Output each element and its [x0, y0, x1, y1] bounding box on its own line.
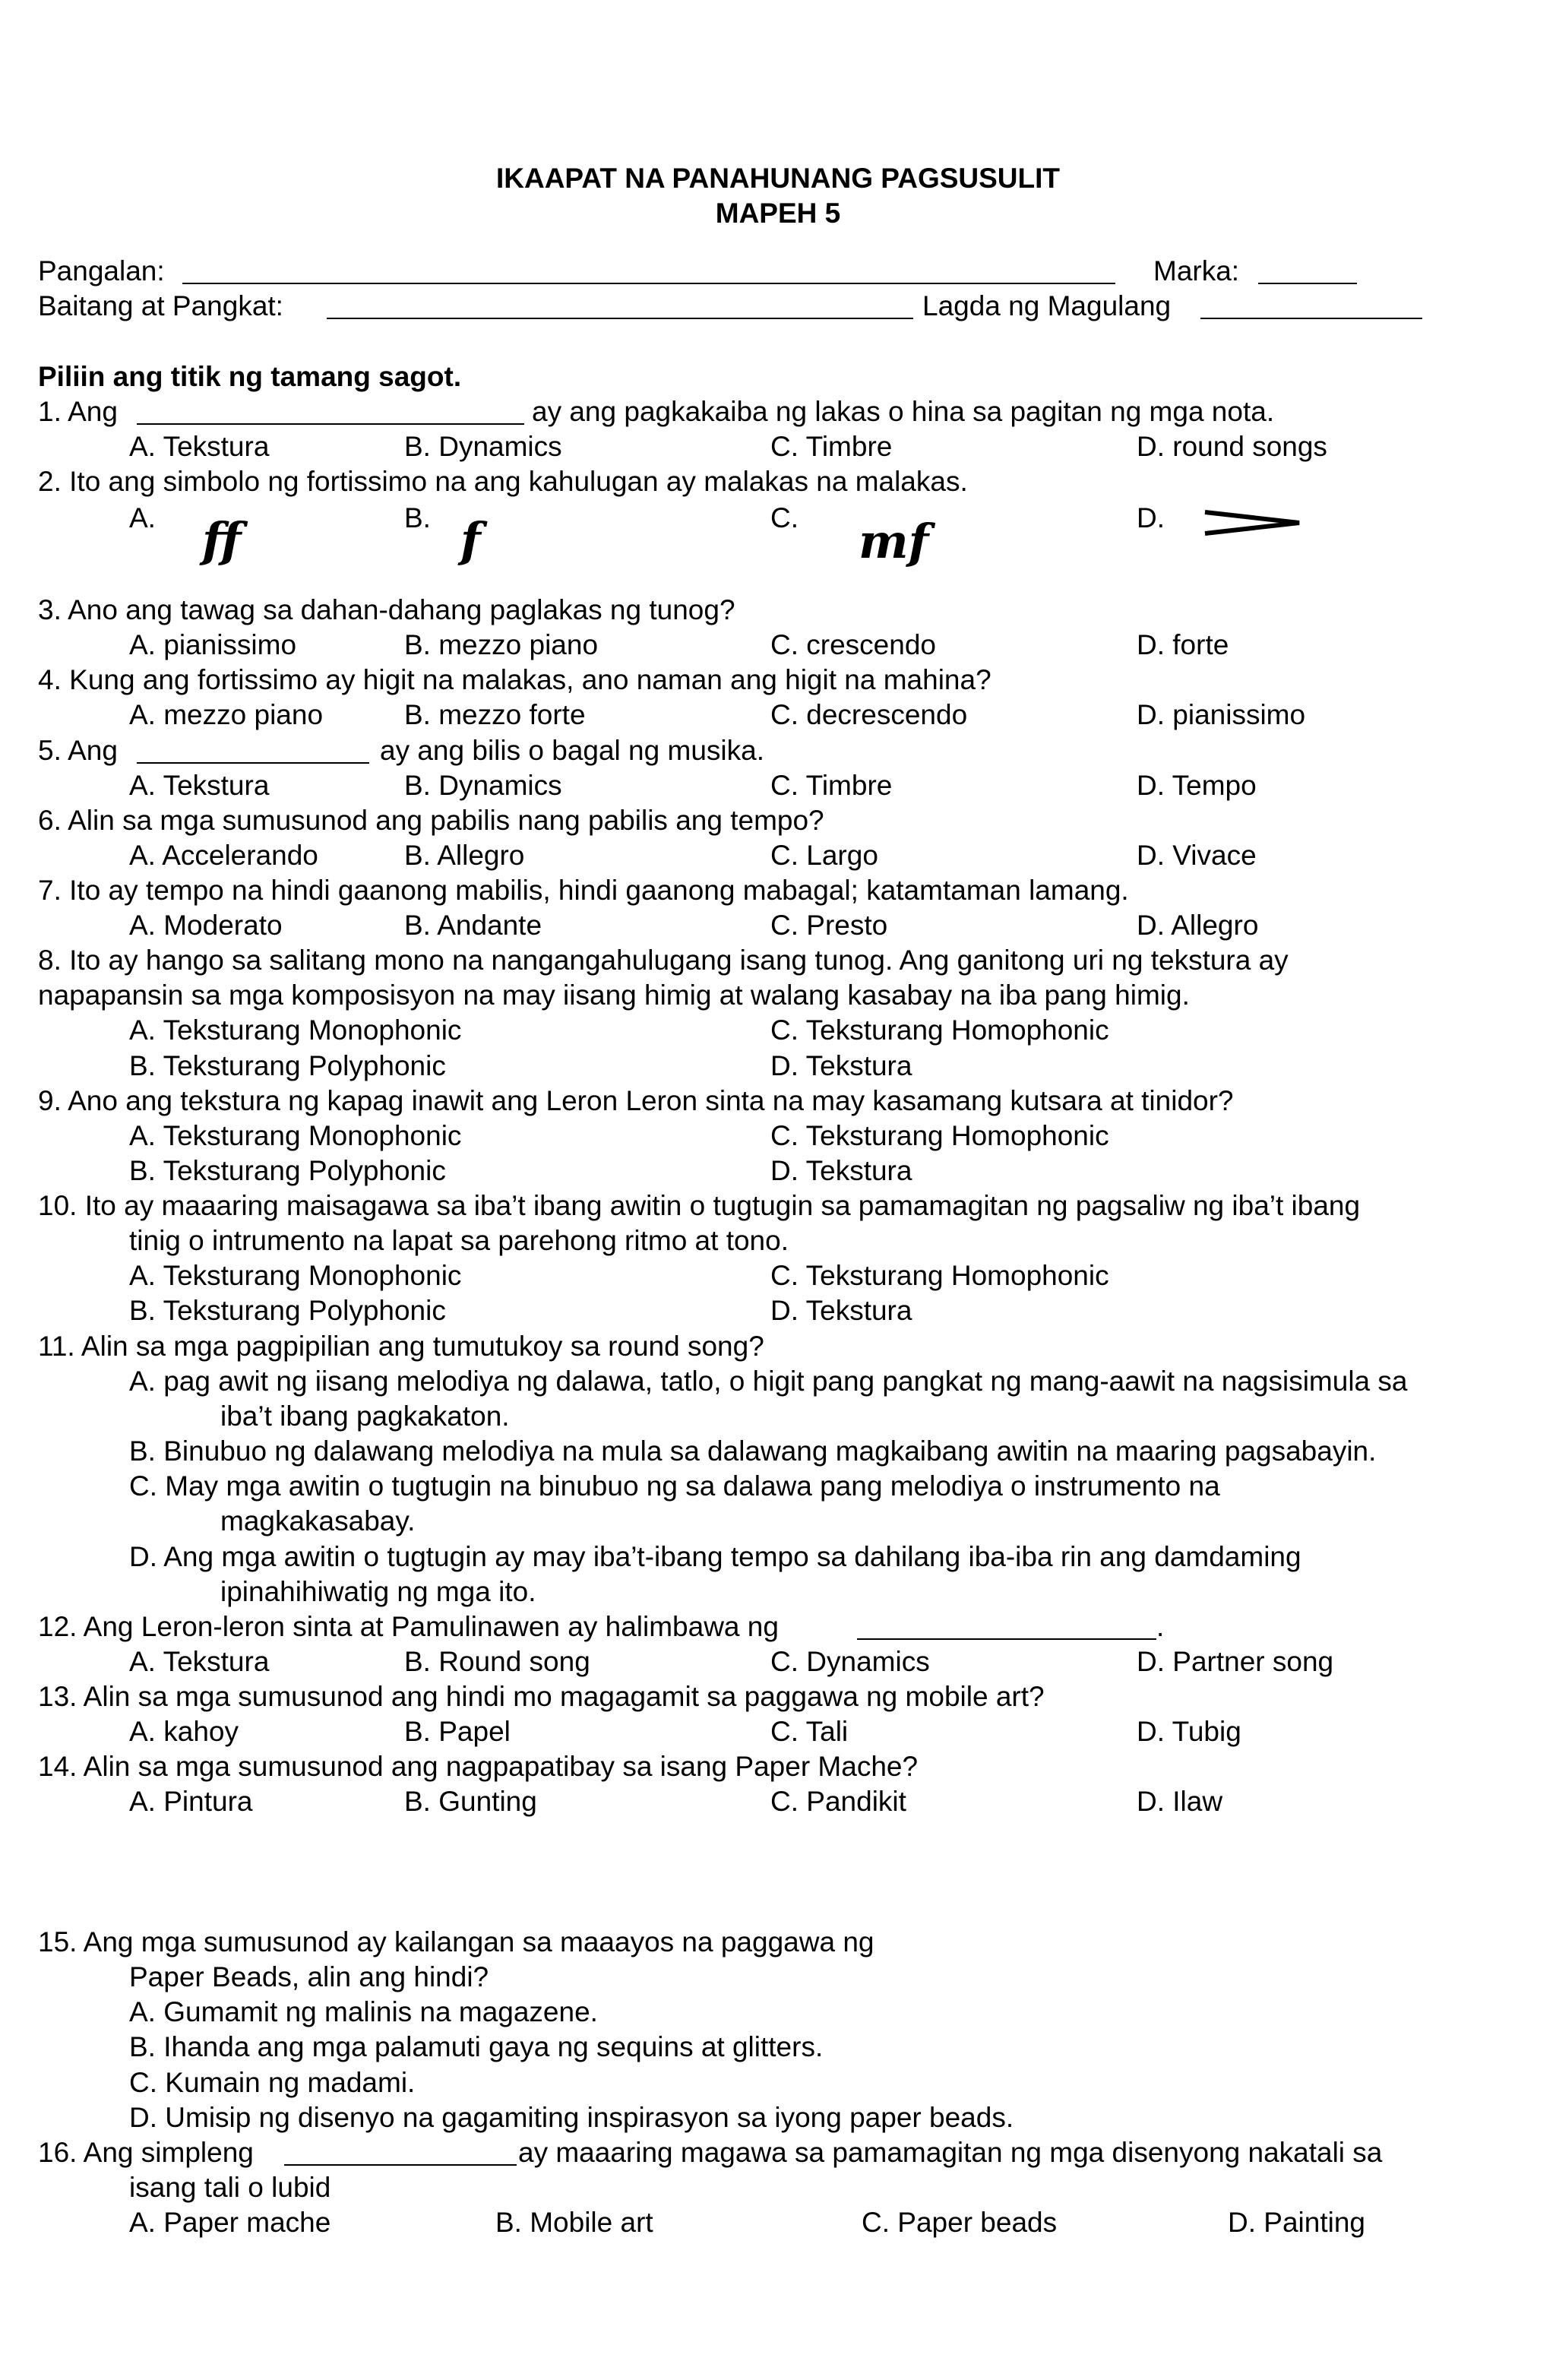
- q10-stem-line1: 10. Ito ay maaaring maisagawa sa iba’t ibang awitin o tugtugin sa pamamagitan ng pagsaliw ng iba’t ibang: [38, 1190, 1361, 1221]
- q16-stem: ay maaaring magawa sa pamamagitan ng mga disenyong nakatali sa: [518, 2137, 1383, 2168]
- q11-stem: 11. Alin sa mga pagpipilian ang tumutukoy sa round song?: [38, 1331, 764, 1362]
- grade-section-blank[interactable]: [327, 318, 913, 319]
- q14-option-b[interactable]: B. Gunting: [404, 1786, 537, 1817]
- q4-option-d[interactable]: D. pianissimo: [1137, 699, 1306, 730]
- q15-stem-line1: 15. Ang mga sumusunod ay kailangan sa maaayos na paggawa ng: [38, 1926, 874, 1957]
- exam-subtitle: MAPEH 5: [715, 198, 841, 229]
- parent-signature-blank[interactable]: [1200, 318, 1422, 319]
- q5-prefix: 5. Ang: [38, 735, 118, 766]
- q11-option-a[interactable]: A. pag awit ng iisang melodiya ng dalawa, tatlo, o higit pang pangkat ng mang-aawit na nagsisimula sa: [129, 1366, 1408, 1397]
- q1-option-b[interactable]: B. Dynamics: [404, 431, 562, 462]
- accent-symbol-icon: [1202, 508, 1302, 538]
- q8-stem-line1: 8. Ito ay hango sa salitang mono na nangangahulugang isang tunog. Ang ganitong uri ng tekstura ay: [38, 945, 1289, 976]
- q2-option-b[interactable]: B.: [404, 502, 431, 533]
- q4-stem: 4. Kung ang fortissimo ay higit na malakas, ano naman ang higit na mahina?: [38, 664, 991, 695]
- q12-option-d[interactable]: D. Partner song: [1137, 1646, 1334, 1677]
- q2-option-d[interactable]: D.: [1137, 502, 1165, 533]
- q14-option-c[interactable]: C. Pandikit: [770, 1786, 906, 1817]
- q15-stem-line2: Paper Beads, alin ang hindi?: [129, 1961, 489, 1992]
- q15-option-b[interactable]: B. Ihanda ang mga palamuti gaya ng sequins at glitters.: [129, 2031, 824, 2062]
- q16-option-d[interactable]: D. Painting: [1228, 2207, 1365, 2238]
- q5-option-c[interactable]: C. Timbre: [770, 770, 893, 801]
- q7-stem: 7. Ito ay tempo na hindi gaanong mabilis, hindi gaanong mabagal; katamtaman lamang.: [38, 875, 1129, 906]
- mezzo-forte-symbol: mf: [859, 514, 929, 569]
- q11-option-a-cont: iba’t ibang pagkakaton.: [220, 1400, 510, 1432]
- grade-section-label: Baitang at Pangkat:: [38, 290, 283, 321]
- q16-option-c[interactable]: C. Paper beads: [862, 2207, 1058, 2238]
- q13-option-d[interactable]: D. Tubig: [1137, 1716, 1241, 1747]
- q8-option-a[interactable]: A. Teksturang Monophonic: [129, 1014, 462, 1046]
- q5-option-a[interactable]: A. Tekstura: [129, 770, 270, 801]
- q16-stem-line2: isang tali o lubid: [129, 2172, 331, 2203]
- q13-stem: 13. Alin sa mga sumusunod ang hindi mo magagamit sa paggawa ng mobile art?: [38, 1681, 1045, 1712]
- q5-option-d[interactable]: D. Tempo: [1137, 770, 1257, 801]
- q1-blank[interactable]: [137, 423, 524, 425]
- q12-option-b[interactable]: B. Round song: [404, 1646, 590, 1677]
- q12-option-a[interactable]: A. Tekstura: [129, 1646, 270, 1677]
- q6-option-d[interactable]: D. Vivace: [1137, 840, 1257, 871]
- q8-option-d[interactable]: D. Tekstura: [770, 1050, 912, 1081]
- q6-option-a[interactable]: A. Accelerando: [129, 840, 318, 871]
- q15-option-d[interactable]: D. Umisip ng disenyo na gagamiting inspirasyon sa iyong paper beads.: [129, 2102, 1014, 2133]
- q1-option-a[interactable]: A. Tekstura: [129, 431, 270, 462]
- q16-blank[interactable]: [284, 2164, 517, 2166]
- q15-option-c[interactable]: C. Kumain ng madami.: [129, 2067, 416, 2098]
- q4-option-b[interactable]: B. mezzo forte: [404, 699, 586, 730]
- q6-option-b[interactable]: B. Allegro: [404, 840, 525, 871]
- q5-stem: ay ang bilis o bagal ng musika.: [380, 735, 764, 766]
- q12-option-c[interactable]: C. Dynamics: [770, 1646, 930, 1677]
- instruction: Piliin ang titik ng tamang sagot.: [38, 361, 462, 392]
- q1-prefix: 1. Ang: [38, 396, 118, 427]
- fortissimo-symbol: ff: [202, 512, 242, 568]
- q2-stem: 2. Ito ang simbolo ng fortissimo na ang kahulugan ay malakas na malakas.: [38, 466, 968, 497]
- q9-option-b[interactable]: B. Teksturang Polyphonic: [129, 1155, 446, 1186]
- q4-option-a[interactable]: A. mezzo piano: [129, 699, 324, 730]
- q12-period: .: [1156, 1611, 1165, 1642]
- score-blank[interactable]: [1258, 283, 1357, 284]
- exam-title: IKAAPAT NA PANAHUNANG PAGSUSULIT: [495, 163, 1061, 194]
- q1-option-d[interactable]: D. round songs: [1137, 431, 1327, 462]
- parent-signature-label: Lagda ng Magulang: [922, 290, 1172, 321]
- q7-option-d[interactable]: D. Allegro: [1137, 910, 1259, 941]
- q4-option-c[interactable]: C. decrescendo: [770, 699, 968, 730]
- q9-option-d[interactable]: D. Tekstura: [770, 1155, 912, 1186]
- q9-option-c[interactable]: C. Teksturang Homophonic: [770, 1120, 1109, 1151]
- q3-option-a[interactable]: A. pianissimo: [129, 629, 297, 660]
- q11-option-d[interactable]: D. Ang mga awitin o tugtugin ay may iba’t-ibang tempo sa dahilang iba-iba rin ang damdaming: [129, 1541, 1301, 1572]
- q12-prefix: 12. Ang Leron-leron sinta at Pamulinawen ay halimbawa ng: [38, 1611, 779, 1642]
- forte-symbol: f: [460, 512, 481, 568]
- q14-option-d[interactable]: D. Ilaw: [1137, 1786, 1223, 1817]
- q3-option-c[interactable]: C. crescendo: [770, 629, 936, 660]
- q7-option-a[interactable]: A. Moderato: [129, 910, 283, 941]
- q11-option-c-cont: magkakasabay.: [220, 1505, 416, 1537]
- q9-stem: 9. Ano ang tekstura ng kapag inawit ang Leron Leron sinta na may kasamang kutsara at tinidor?: [38, 1085, 1234, 1116]
- name-label: Pangalan:: [38, 255, 165, 286]
- q11-option-b[interactable]: B. Binubuo ng dalawang melodiya na mula sa dalawang magkaibang awitin na maaring pagsabayin.: [129, 1435, 1377, 1467]
- q10-option-b[interactable]: B. Teksturang Polyphonic: [129, 1295, 446, 1326]
- q6-option-c[interactable]: C. Largo: [770, 840, 878, 871]
- q2-option-a[interactable]: A.: [129, 502, 156, 533]
- q10-option-d[interactable]: D. Tekstura: [770, 1295, 912, 1326]
- q7-option-b[interactable]: B. Andante: [404, 910, 542, 941]
- score-label: Marka:: [1153, 255, 1240, 286]
- q10-option-c[interactable]: C. Teksturang Homophonic: [770, 1260, 1109, 1291]
- q1-stem: ay ang pagkakaiba ng lakas o hina sa pagitan ng mga nota.: [532, 396, 1275, 427]
- name-blank[interactable]: [182, 283, 1115, 284]
- q14-stem: 14. Alin sa mga sumusunod ang nagpapatibay sa isang Paper Mache?: [38, 1751, 919, 1782]
- q3-option-b[interactable]: B. mezzo piano: [404, 629, 599, 660]
- q8-option-c[interactable]: C. Teksturang Homophonic: [770, 1014, 1109, 1046]
- q3-option-d[interactable]: D. forte: [1137, 629, 1229, 660]
- q5-blank[interactable]: [137, 762, 369, 764]
- q15-option-a[interactable]: A. Gumamit ng malinis na magazene.: [129, 1996, 598, 2027]
- q13-option-c[interactable]: C. Tali: [770, 1716, 849, 1747]
- q12-blank[interactable]: [857, 1638, 1156, 1640]
- q16-option-a[interactable]: A. Paper mache: [129, 2207, 331, 2238]
- q1-option-c[interactable]: C. Timbre: [770, 431, 893, 462]
- q2-option-c[interactable]: C.: [770, 502, 799, 533]
- q7-option-c[interactable]: C. Presto: [770, 910, 888, 941]
- q10-option-a[interactable]: A. Teksturang Monophonic: [129, 1260, 462, 1291]
- q8-option-b[interactable]: B. Teksturang Polyphonic: [129, 1050, 446, 1081]
- q11-option-c[interactable]: C. May mga awitin o tugtugin na binubuo ng sa dalawa pang melodiya o instrumento na: [129, 1470, 1220, 1502]
- q10-stem-line2: tinig o intrumento na lapat sa parehong ritmo at tono.: [129, 1225, 789, 1256]
- q6-stem: 6. Alin sa mga sumusunod ang pabilis nang pabilis ang tempo?: [38, 805, 824, 836]
- q16-option-b[interactable]: B. Mobile art: [495, 2207, 653, 2238]
- q3-stem: 3. Ano ang tawag sa dahan-dahang paglakas ng tunog?: [38, 594, 735, 625]
- q8-stem-line2: napapansin sa mga komposisyon na may iisang himig at walang kasabay na iba pang himig.: [38, 980, 1190, 1011]
- q5-option-b[interactable]: B. Dynamics: [404, 770, 562, 801]
- q16-prefix: 16. Ang simpleng: [38, 2137, 254, 2168]
- q14-option-a[interactable]: A. Pintura: [129, 1786, 253, 1817]
- q13-option-b[interactable]: B. Papel: [404, 1716, 511, 1747]
- q11-option-d-cont: ipinahihiwatig ng mga ito.: [220, 1576, 536, 1607]
- q13-option-a[interactable]: A. kahoy: [129, 1716, 239, 1747]
- q9-option-a[interactable]: A. Teksturang Monophonic: [129, 1120, 462, 1151]
